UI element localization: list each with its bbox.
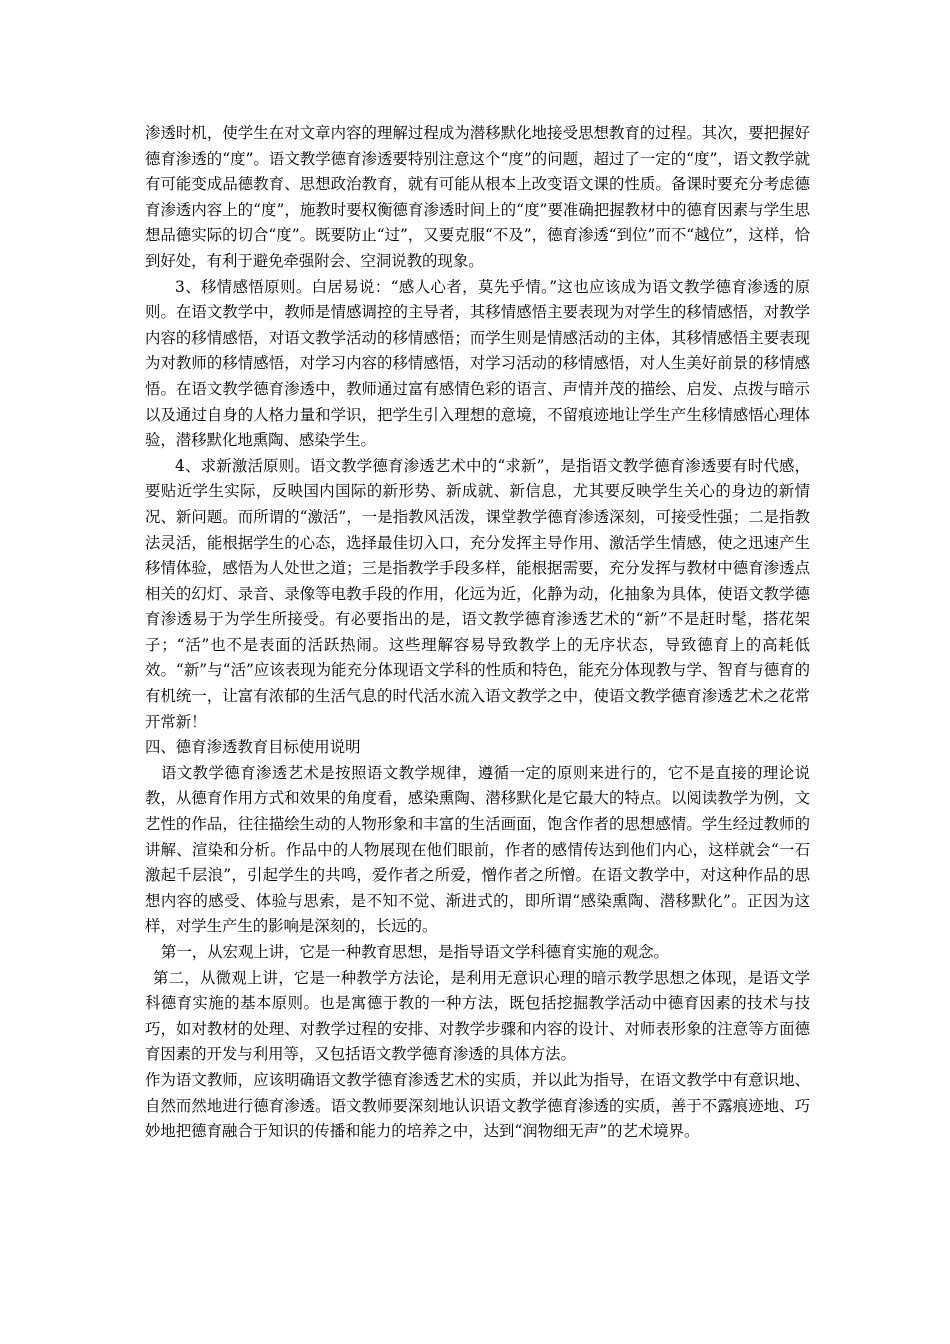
- paragraph-art-description: 语文教学德育渗透艺术是按照语文教学规律，遵循一定的原则来进行的，它不是直接的理论说教，从德育作用方式和效果的角度看，感染熏陶、潜移默化是它最大的特点。以阅读教学为例，文艺性的作品，往往描绘生动的人物形象和丰富的生活画面，饱含作者的思想感情。学生经过教师的讲解、渲染和分析。作品中的人物展现在他们眼前，作者的感情传达到他们内心，这样就会“一石激起千层浪”，引起学生的共鸣，爱作者之所爱，憎作者之所憎。在语文教学中，对这种作品的思想内容的感受、体验与思索，是不知不觉、渐进式的，即所谓“感染熏陶、潜移默化”。正因为这样，对学生产生的影响是深刻的，长远的。: [145, 763, 810, 936]
- paragraph-first: 第一，从宏观上讲，它是一种教育思想，是指导语文学科德育实施的观念。: [161, 943, 669, 961]
- paragraph-continued: 渗透时机，使学生在对文章内容的理解过程成为潜移默化地接受思想教育的过程。其次，要把握好德育渗透的“度”。语文教学德育渗透要特别注意这个“度”的问题，超过了一定的“度”，语文教学就有可能变成品德教育、思想政治教育，就有可能从根本上改变语文课的性质。备课时要充分考虑德育渗透内容上的“度”，施教时要权衡德育渗透时间上的“度”要准确把握教材中的德育因素与学生思想品德实际的切合“度”。既要防止“过”，又要克服“不及”，德育渗透“到位”而不“越位”，这样，恰到好处，有利于避免牵强附会、空洞说教的现象。: [145, 124, 810, 270]
- section-heading-4: 四、德育渗透教育目标使用说明: [145, 738, 361, 757]
- paragraph-conclusion: 作为语文教师，应该明确语文教学德育渗透艺术的实质，并以此为指导，在语文教学中有意识地、自然而然地进行德育渗透。语文教师要深刻地认识语文教学德育渗透的实质，善于不露痕迹地、巧妙地把德育融合于知识的传播和能力的培养之中，达到“润物细无声”的艺术境界。: [145, 1070, 810, 1141]
- document-page: [145, 121, 810, 1145]
- paragraph-principle-4: 4、求新激活原则。语文教学德育渗透艺术中的“求新”，是指语文教学德育渗透要有时代感，要贴近学生实际，反映国内国际的新形势、新成就、新信息，尤其要反映学生关心的身边的新情况、新问题。而所谓的“激活”，一是指教风活泼，课堂教学德育渗透深刻，可接受性强；二是指教法灵活，能根据学生的心态，选择最佳切入口，充分发挥主导作用、激活学生情感，使之迅速产生移情体验，感悟为人处世之道；三是指教学手段多样，能根据需要，充分发挥与教材中德育渗透点相关的幻灯、录音、录像等电教手段的作用，化远为近，化静为动，化抽象为具体，使语文教学德育渗透易于为学生所接受。有必要指出的是，语文教学德育渗透艺术的“新”不是赶时髦，搭花架子；“活”也不是表面的活跃热闹。这些理解容易导致教学上的无序状态，导致德育上的高耗低效。“新”与“活”应该表现为能充分体现语文学科的性质和特色，能充分体现教与学、智育与德育的有机统一，让富有浓郁的生活气息的时代活水流入语文教学之中，使语文教学德育渗透艺术之花常开常新！: [145, 456, 810, 731]
- paragraph-second: 第二，从微观上讲，它是一种教学方法论，是利用无意识心理的暗示教学思想之体现，是语文学科德育实施的基本原则。也是寓德于教的一种方法，既包括挖掘教学活动中德育因素的技术与技巧，如对教材的处理、对教学过程的安排、对教学步骤和内容的设计、对师表形象的注意等方面德育因素的开发与利用等，又包括语文教学德育渗透的具体方法。: [145, 968, 810, 1064]
- paragraph-principle-3: 3、移情感悟原则。白居易说：“感人心者，莫先乎情。”这也应该成为语文教学德育渗透的原则。在语文教学中，教师是情感调控的主导者，其移情感悟主要表现为对学生的移情感悟，对教学内容的移情感悟，对语文教学活动的移情感悟；而学生则是情感活动的主体，其移情感悟主要表现为对教师的移情感悟，对学习内容的移情感悟，对学习活动的移情感悟，对人生美好前景的移情感悟。在语文教学德育渗透中，教师通过富有感情色彩的语言、声情并茂的描绘、启发、点拨与暗示以及通过自身的人格力量和学识，把学生引入理想的意境，不留痕迹地让学生产生移情感悟心理体验，潜移默化地熏陶、感染学生。: [145, 277, 810, 450]
